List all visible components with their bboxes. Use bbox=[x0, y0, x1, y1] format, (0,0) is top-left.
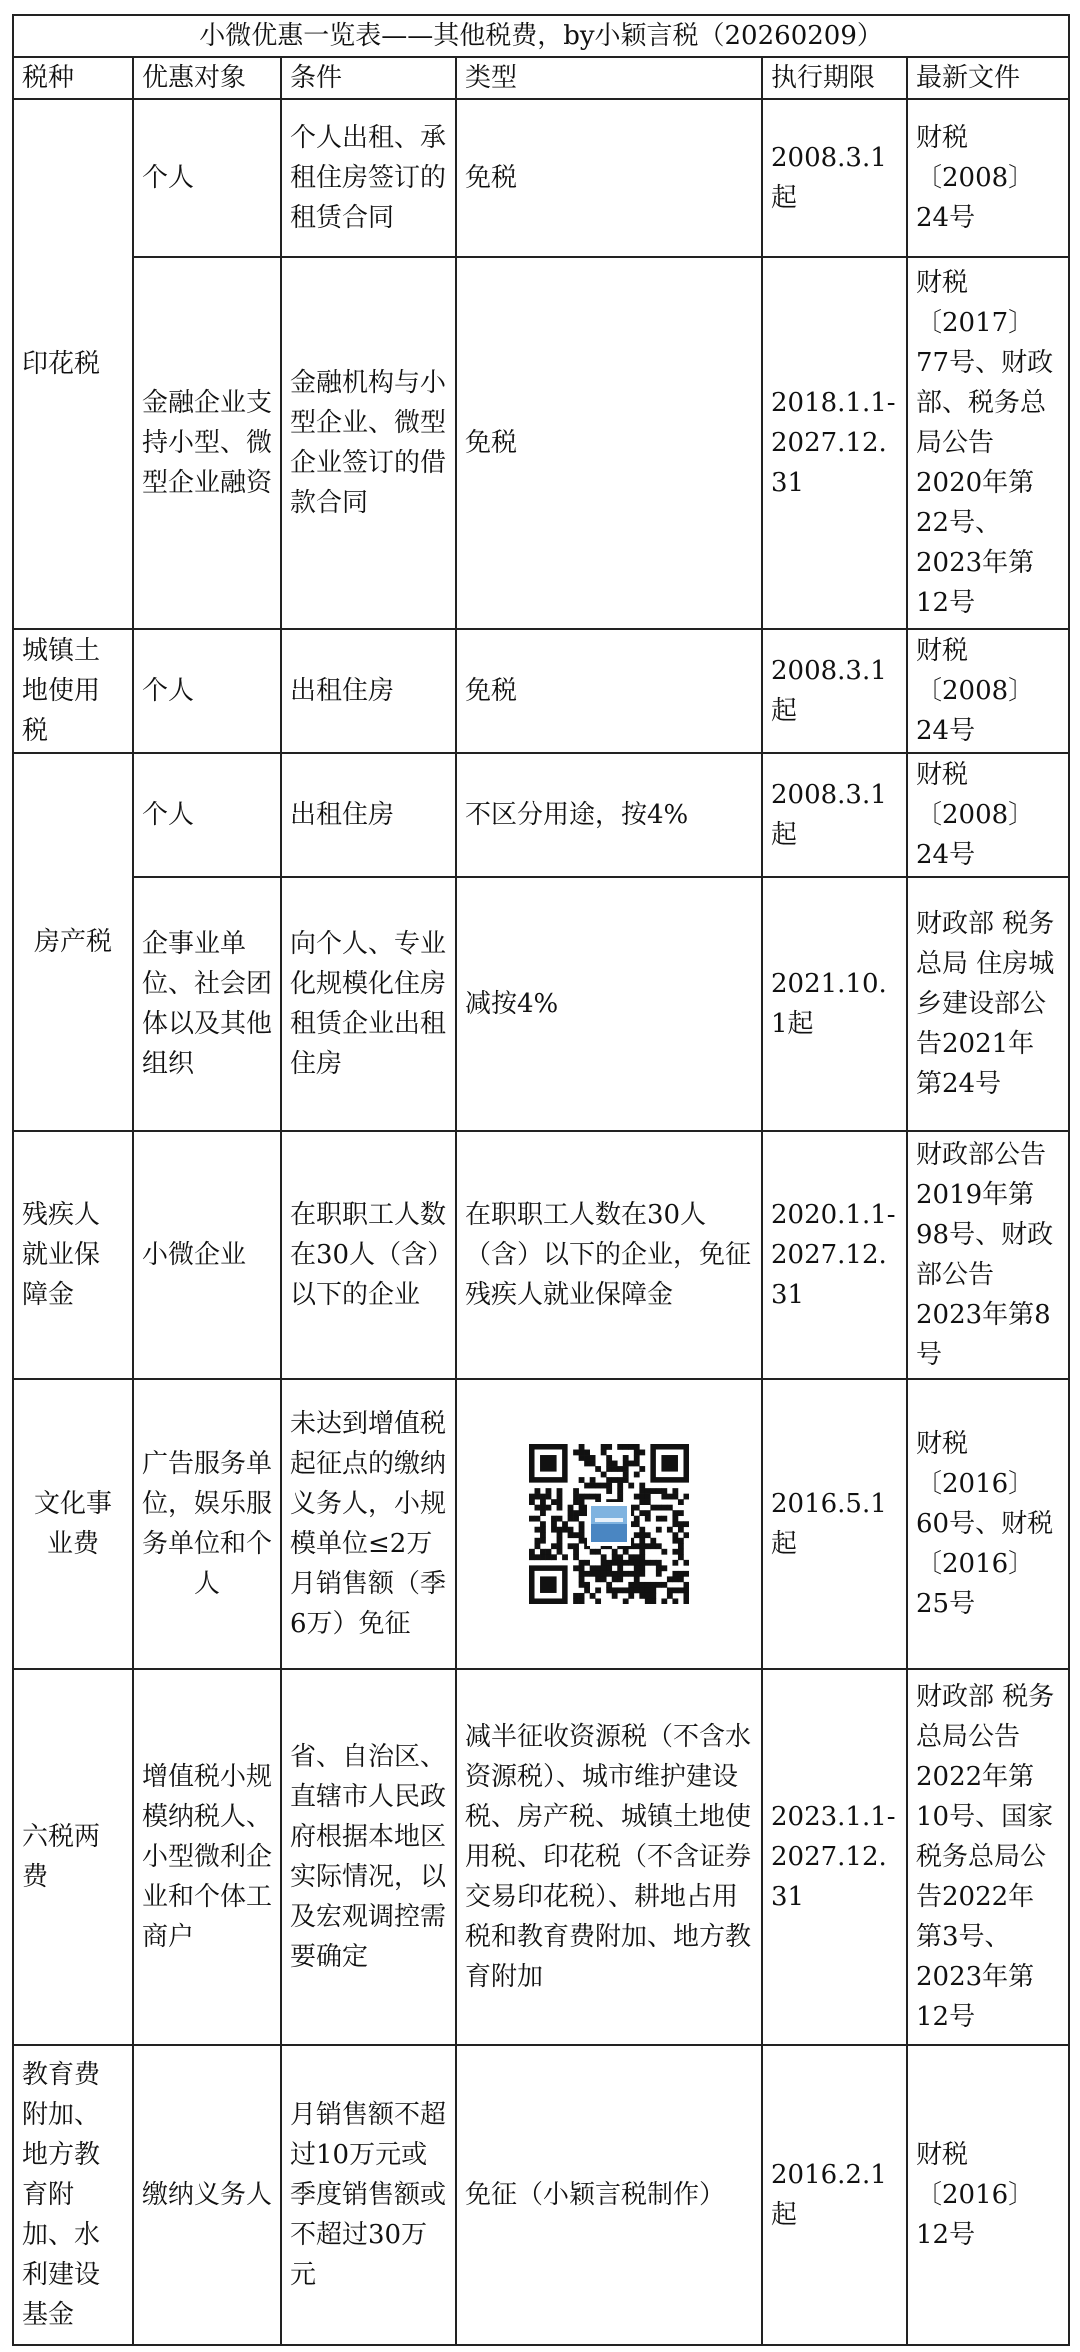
cell-target: 个人 bbox=[133, 99, 281, 257]
cell-type: 免税 bbox=[456, 629, 762, 753]
cell-document: 财政部 税务总局 住房城乡建设部公告2021年第24号 bbox=[907, 877, 1069, 1131]
cell-period: 2008.3.1起 bbox=[762, 99, 907, 257]
cell-condition: 个人出租、承租住房签订的租赁合同 bbox=[281, 99, 456, 257]
header-target: 优惠对象 bbox=[133, 57, 281, 99]
cell-period: 2023.1.1- 2027.12.31 bbox=[762, 1669, 907, 2045]
cell-condition: 金融机构与小型企业、微型企业签订的借款合同 bbox=[281, 257, 456, 629]
cell-period: 2021.10.1起 bbox=[762, 877, 907, 1131]
cell-type: 在职职工人数在30人（含）以下的企业，免征残疾人就业保障金 bbox=[456, 1131, 762, 1379]
cell-condition: 向个人、专业化规模化住房租赁企业出租住房 bbox=[281, 877, 456, 1131]
cell-target: 个人 bbox=[133, 753, 281, 877]
cell-document: 财税〔2017〕77号、财政部、税务总局公告2020年第22号、2023年第12号 bbox=[907, 257, 1069, 629]
cell-target: 小微企业 bbox=[133, 1131, 281, 1379]
cell-condition: 出租住房 bbox=[281, 753, 456, 877]
table-row bbox=[13, 257, 1069, 629]
table-row bbox=[13, 1669, 1069, 2045]
tax-table bbox=[12, 14, 1070, 2346]
cell-document: 财税〔2008〕24号 bbox=[907, 629, 1069, 753]
header-tax: 税种 bbox=[13, 57, 133, 99]
cell-tax: 文化事业费 bbox=[13, 1379, 133, 1669]
cell-period: 2016.5.1起 bbox=[762, 1379, 907, 1669]
table-row bbox=[13, 99, 1069, 257]
cell-target: 增值税小规模纳税人、小型微利企业和个体工商户 bbox=[133, 1669, 281, 2045]
cell-document: 财税〔2008〕24号 bbox=[907, 753, 1069, 877]
cell-tax: 教育费附加、地方教育附加、水利建设基金 bbox=[13, 2045, 133, 2345]
cell-tax: 房产税 bbox=[13, 753, 133, 1131]
cell-condition: 在职职工人数在30人（含）以下的企业 bbox=[281, 1131, 456, 1379]
cell-target: 企事业单位、社会团体以及其他组织 bbox=[133, 877, 281, 1131]
cell-tax: 印花税 bbox=[13, 99, 133, 629]
table-row bbox=[13, 877, 1069, 1131]
cell-document: 财税〔2016〕60号、财税〔2016〕25号 bbox=[907, 1379, 1069, 1669]
cell-tax: 六税两费 bbox=[13, 1669, 133, 2045]
cell-tax: 残疾人就业保障金 bbox=[13, 1131, 133, 1379]
cell-type: 减半征收资源税（不含水资源税）、城市维护建设税、房产税、城镇土地使用税、印花税（不含证券交易印花税）、耕地占用税和教育费附加、地方教育附加 bbox=[456, 1669, 762, 2045]
cell-condition: 省、自治区、直辖市人民政府根据本地区实际情况，以及宏观调控需要确定 bbox=[281, 1669, 456, 2045]
cell-period: 2008.3.1起 bbox=[762, 753, 907, 877]
cell-document: 财税〔2008〕24号 bbox=[907, 99, 1069, 257]
cell-tax: 城镇土地使用税 bbox=[13, 629, 133, 753]
cell-document: 财税〔2016〕12号 bbox=[907, 2045, 1069, 2345]
table-row bbox=[13, 1379, 1069, 1669]
cell-target: 个人 bbox=[133, 629, 281, 753]
cell-target: 广告服务单位，娱乐服务单位和个人 bbox=[133, 1379, 281, 1669]
table-row bbox=[13, 629, 1069, 753]
cell-period: 2020.1.1- 2027.12.31 bbox=[762, 1131, 907, 1379]
cell-type: 免税 bbox=[456, 257, 762, 629]
cell-type: 减按4% bbox=[456, 877, 762, 1131]
cell-condition: 出租住房 bbox=[281, 629, 456, 753]
cell-period: 2008.3.1起 bbox=[762, 629, 907, 753]
cell-document: 财政部公告2019年第98号、财政部公告2023年第8号 bbox=[907, 1131, 1069, 1379]
header-document: 最新文件 bbox=[907, 57, 1069, 99]
header-row bbox=[13, 57, 1069, 99]
cell-type: 不区分用途，按4% bbox=[456, 753, 762, 877]
table-row bbox=[13, 2045, 1069, 2345]
table-row bbox=[13, 753, 1069, 877]
header-period: 执行期限 bbox=[762, 57, 907, 99]
header-condition: 条件 bbox=[281, 57, 456, 99]
cell-document: 财政部 税务总局公告2022年第10号、国家税务总局公告2022年第3号、2023年第12号 bbox=[907, 1669, 1069, 2045]
cell-target: 金融企业支持小型、微型企业融资 bbox=[133, 257, 281, 629]
table-title: 小微优惠一览表——其他税费，by小颖言税（20260209） bbox=[13, 15, 1069, 57]
cell-target: 缴纳义务人 bbox=[133, 2045, 281, 2345]
cell-condition: 未达到增值税起征点的缴纳义务人，小规模单位≤2万月销售额（季6万）免征 bbox=[281, 1379, 456, 1669]
header-type: 类型 bbox=[456, 57, 762, 99]
table-row bbox=[13, 1131, 1069, 1379]
cell-condition: 月销售额不超过10万元或季度销售额或不超过30万元 bbox=[281, 2045, 456, 2345]
cell-period: 2018.1.1- 2027.12.31 bbox=[762, 257, 907, 629]
cell-type: 免征（小颖言税制作） bbox=[456, 2045, 762, 2345]
cell-period: 2016.2.1起 bbox=[762, 2045, 907, 2345]
cell-type: 免税 bbox=[456, 99, 762, 257]
qr-code-icon bbox=[529, 1444, 689, 1604]
cell-type bbox=[456, 1379, 762, 1669]
